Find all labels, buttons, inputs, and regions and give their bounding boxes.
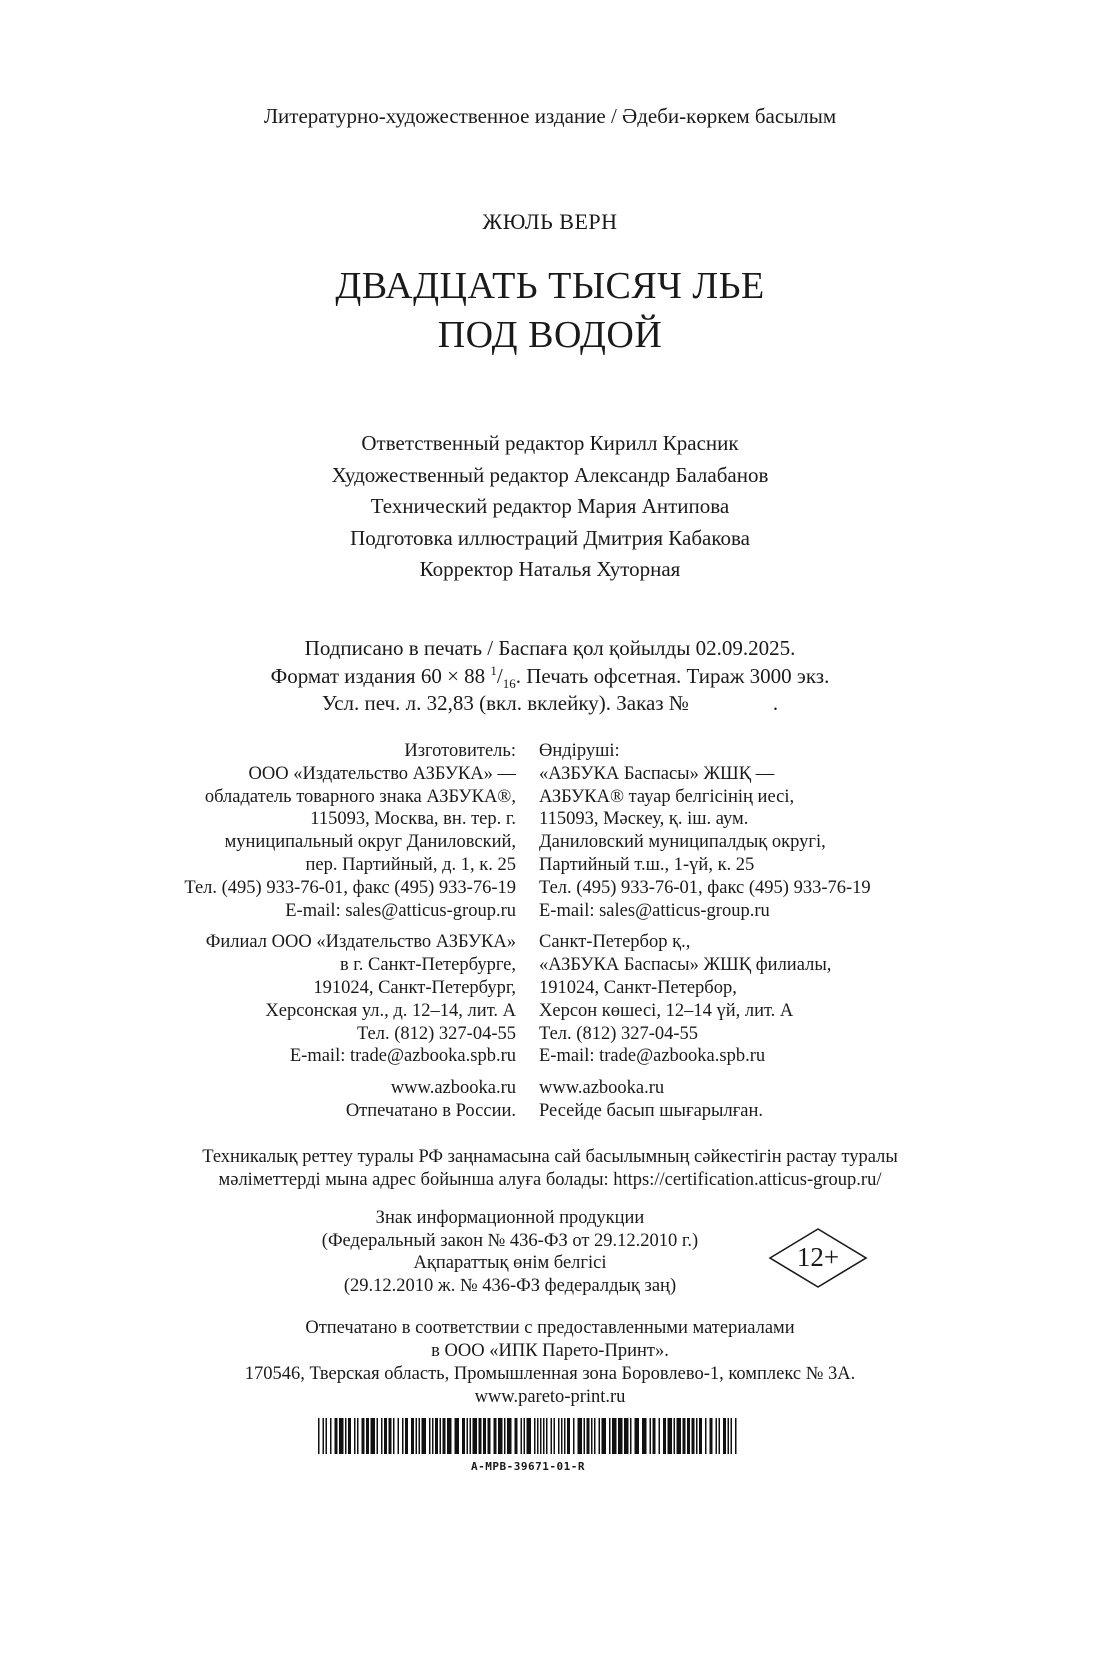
barcode-bar <box>668 1418 673 1454</box>
barcode-bar <box>612 1418 617 1454</box>
age-rating: 12+ <box>796 1242 840 1272</box>
title-line-2: ПОД ВОДОЙ <box>437 314 663 356</box>
barcode-bar <box>719 1418 721 1454</box>
barcode-bar <box>354 1418 356 1454</box>
barcode-bar <box>447 1418 452 1454</box>
barcode-bar <box>371 1418 376 1454</box>
barcode-bar <box>663 1418 666 1454</box>
barcode-bar <box>366 1418 369 1454</box>
barcode-bar <box>402 1418 404 1454</box>
kz-line: 191024, Санкт-Петербор, <box>539 977 737 998</box>
kz-line: E-mail: sales@atticus-group.ru <box>539 900 770 921</box>
barcode-bar <box>537 1418 539 1454</box>
kz-line: Тел. (495) 933-76-01, факс (495) 933-76-19 <box>539 877 871 898</box>
barcode-bar <box>567 1418 570 1454</box>
kz-line: Санкт-Петербор қ., <box>539 932 691 953</box>
barcode-bar <box>584 1418 586 1454</box>
barcode-bar <box>546 1418 548 1454</box>
barcode-bar <box>398 1418 400 1454</box>
kz-line: Ресейде басып шығарылған. <box>539 1100 764 1121</box>
barcode-bar <box>498 1418 503 1454</box>
barcode-bar <box>591 1418 593 1454</box>
barcode-bar <box>405 1418 408 1454</box>
barcode-bar <box>609 1418 611 1454</box>
format-line: Формат издания 60 × 88 $^1/_{16}$. Печать офсетная. Тираж 3000 экз. <box>270 662 830 691</box>
certification-note <box>0 1146 1100 1192</box>
age-rating-badge <box>768 1228 868 1288</box>
author-name: ЖЮЛЬ ВЕРН <box>482 209 618 234</box>
ru-line: в г. Санкт-Петербурге, <box>339 955 516 976</box>
kz-line: Херсон көшесі, 12–14 үй, лит. А <box>539 1000 794 1021</box>
barcode-bar <box>479 1418 482 1454</box>
kz-line: www.azbooka.ru <box>539 1078 665 1099</box>
barcode-bar <box>558 1418 560 1454</box>
barcode-bar <box>551 1418 553 1454</box>
barcode-bar <box>630 1418 632 1454</box>
ru-line: E-mail: trade@azbooka.spb.ru <box>289 1046 516 1067</box>
barcode-bar <box>384 1418 387 1454</box>
barcode-bar <box>467 1418 469 1454</box>
law-line: Знак информационной продукции <box>375 1208 645 1228</box>
barcode-bar <box>677 1418 682 1454</box>
barcode-bar <box>389 1418 392 1454</box>
barcode-bar <box>416 1418 418 1454</box>
staff-line: Художественный редактор Александр Балабанов <box>331 462 769 487</box>
staff-line: Корректор Наталья Хуторная <box>419 557 681 581</box>
barcode-bar <box>624 1418 629 1454</box>
barcode-bar <box>692 1418 695 1454</box>
barcode-bar <box>377 1418 379 1454</box>
barcode-bar <box>687 1418 690 1454</box>
barcode-bar <box>515 1418 518 1454</box>
barcode-bar <box>602 1418 607 1454</box>
barcode-bar <box>455 1418 460 1454</box>
law-line: (Федеральный закон № 436-ФЗ от 29.12.2010 г.) <box>321 1230 699 1251</box>
signed-line: Подписано в печать / Баспаға қол қойылды 02.09.2025. <box>304 636 796 660</box>
sheets-line: Усл. печ. л. 32,83 (вкл. вклейку). Заказ № . <box>321 691 779 715</box>
barcode-bar <box>462 1418 465 1454</box>
barcode-bar <box>483 1418 486 1454</box>
kz-line: 115093, Мәскеу, қ. іш. аум. <box>539 809 749 830</box>
barcode-bar <box>731 1418 733 1454</box>
ru-line: Отпечатано в России. <box>345 1100 516 1121</box>
barcode-bar <box>699 1418 702 1454</box>
printer-line: 170546, Тверская область, Промышленная зона Боровлево-1, комплекс № 3А. <box>244 1364 856 1384</box>
kz-line: E-mail: trade@azbooka.spb.ru <box>539 1046 766 1067</box>
barcode-label: A-MPB-39671-01-R <box>471 1460 585 1473</box>
ru-line: Тел. (495) 933-76-01, факс (495) 933-76-19 <box>184 877 516 898</box>
format-suffix: . Печать офсетная. Тираж 3000 экз. <box>515 663 830 688</box>
barcode-bar <box>326 1418 328 1454</box>
law-line: Ақпараттық өнім белгісі <box>413 1253 607 1273</box>
manufacturer-ru <box>184 740 516 1123</box>
printer-line: в ООО «ИПК Парето-Принт». <box>431 1341 669 1361</box>
barcode-bar <box>599 1418 601 1454</box>
barcode-bar <box>527 1418 532 1454</box>
barcode-bar <box>594 1418 596 1454</box>
barcode <box>318 1418 738 1454</box>
barcode-bar <box>362 1418 365 1454</box>
format-denominator: 16 <box>502 675 516 691</box>
barcode-bar <box>494 1418 497 1454</box>
barcode-bar <box>432 1418 434 1454</box>
ru-line: ООО «Издательство АЗБУКА» — <box>248 763 516 784</box>
barcode-bar <box>723 1418 726 1454</box>
ru-line: 115093, Москва, вн. тер. г. <box>310 809 516 830</box>
barcode-bar <box>357 1418 359 1454</box>
barcode-bar <box>473 1418 478 1454</box>
barcode-bar <box>381 1418 383 1454</box>
printer-line: Отпечатано в соответствии с предоставленными материалами <box>305 1318 795 1338</box>
barcode-bar <box>659 1418 661 1454</box>
barcode-bar <box>345 1418 347 1454</box>
staff-line: Подготовка иллюстраций Дмитрия Кабакова <box>350 525 750 550</box>
kz-line: Партийный т.ш., 1-үй, к. 25 <box>539 854 755 875</box>
barcode-bar <box>716 1418 718 1454</box>
barcode-bar <box>728 1418 730 1454</box>
barcode-bar <box>335 1418 338 1454</box>
barcode-bar <box>339 1418 344 1454</box>
kz-line: Даниловский муниципалдық округі, <box>539 832 826 853</box>
barcode-bar <box>554 1418 556 1454</box>
book-title <box>0 262 1100 360</box>
barcode-bar <box>504 1418 506 1454</box>
barcode-bar <box>683 1418 686 1454</box>
barcode-bar <box>540 1418 542 1454</box>
ru-line: Изготовитель: <box>404 741 516 761</box>
ru-line: обладатель товарного знака АЗБУКА®, <box>204 786 516 807</box>
barcode-bar <box>507 1418 512 1454</box>
staff-line: Технический редактор Мария Антипова <box>370 494 730 518</box>
law-line: (29.12.2010 ж. № 436-ФЗ федералдық заң) <box>343 1275 677 1296</box>
edition-type: Литературно-художественное издание / Әдеби-көркем басылым <box>263 104 837 128</box>
kz-line: АЗБУКА® тауар белгісінің иесі, <box>539 786 795 807</box>
barcode-bar <box>440 1418 442 1454</box>
barcode-bar <box>561 1418 563 1454</box>
barcode-bar <box>422 1418 427 1454</box>
format-prefix: Формат издания 60 × 88 <box>270 663 491 688</box>
barcode-bar <box>618 1418 623 1454</box>
barcode-bar <box>674 1418 676 1454</box>
barcode-bar <box>564 1418 566 1454</box>
barcode-bar <box>650 1418 652 1454</box>
staff-list <box>0 428 1100 586</box>
barcode-bar <box>642 1418 647 1454</box>
barcode-bar <box>443 1418 446 1454</box>
ru-line: Филиал ООО «Издательство АЗБУКА» <box>205 932 516 953</box>
barcode-bar <box>419 1418 421 1454</box>
barcode-bar <box>323 1418 325 1454</box>
ru-line: Херсонская ул., д. 12–14, лит. А <box>265 1000 516 1021</box>
ru-line: муниципальный округ Даниловский, <box>224 832 516 853</box>
ru-line: E-mail: sales@atticus-group.ru <box>285 900 516 921</box>
print-info <box>0 635 1100 718</box>
ru-line: www.azbooka.ru <box>390 1078 516 1099</box>
kz-line: «АЗБУКА Баспасы» ЖШҚ филиалы, <box>539 955 832 976</box>
barcode-bar <box>318 1418 320 1454</box>
barcode-bar <box>470 1418 472 1454</box>
barcode-bar <box>521 1418 523 1454</box>
barcode-bar <box>429 1418 431 1454</box>
barcode-bar <box>543 1418 545 1454</box>
printer-info <box>0 1317 1100 1409</box>
barcode-bar <box>330 1418 332 1454</box>
ru-line: 191024, Санкт-Петербург, <box>313 977 516 998</box>
cert-line: Техникалық реттеу туралы РФ заңнамасына сай басылымның сәйкестігін растау туралы <box>202 1147 898 1167</box>
barcode-bar <box>573 1418 575 1454</box>
kz-line: Өндіруші: <box>539 741 620 761</box>
ru-line: пер. Партийный, д. 1, к. 25 <box>305 854 516 875</box>
barcode-bar <box>411 1418 414 1454</box>
barcode-bar <box>653 1418 656 1454</box>
barcode-bar <box>435 1418 438 1454</box>
ru-line: Тел. (812) 327-04-55 <box>356 1023 516 1044</box>
title-line-1: ДВАДЦАТЬ ТЫСЯЧ ЛЬЕ <box>335 265 765 307</box>
manufacturer-kz <box>539 740 871 1123</box>
barcode-bar <box>696 1418 698 1454</box>
staff-line: Ответственный редактор Кирилл Красник <box>361 431 739 455</box>
barcode-bar <box>348 1418 351 1454</box>
barcode-bar <box>635 1418 640 1454</box>
barcode-bar <box>705 1418 707 1454</box>
kz-line: «АЗБУКА Баспасы» ЖШҚ — <box>539 763 775 784</box>
printer-line: www.pareto-print.ru <box>474 1387 626 1407</box>
barcode-bar <box>524 1418 526 1454</box>
barcode-bar <box>534 1418 536 1454</box>
barcode-bar <box>393 1418 395 1454</box>
barcode-bar <box>587 1418 590 1454</box>
kz-line: Тел. (812) 327-04-55 <box>539 1023 699 1044</box>
barcode-bar <box>488 1418 491 1454</box>
cert-line: мәліметтерді мына адрес бойынша алуға болады: https://certification.atticus-group.ru/ <box>218 1170 882 1190</box>
barcode-bar <box>710 1418 713 1454</box>
barcode-bar <box>735 1418 737 1454</box>
barcode-bar <box>578 1418 583 1454</box>
format-numerator: 1 <box>490 662 497 678</box>
